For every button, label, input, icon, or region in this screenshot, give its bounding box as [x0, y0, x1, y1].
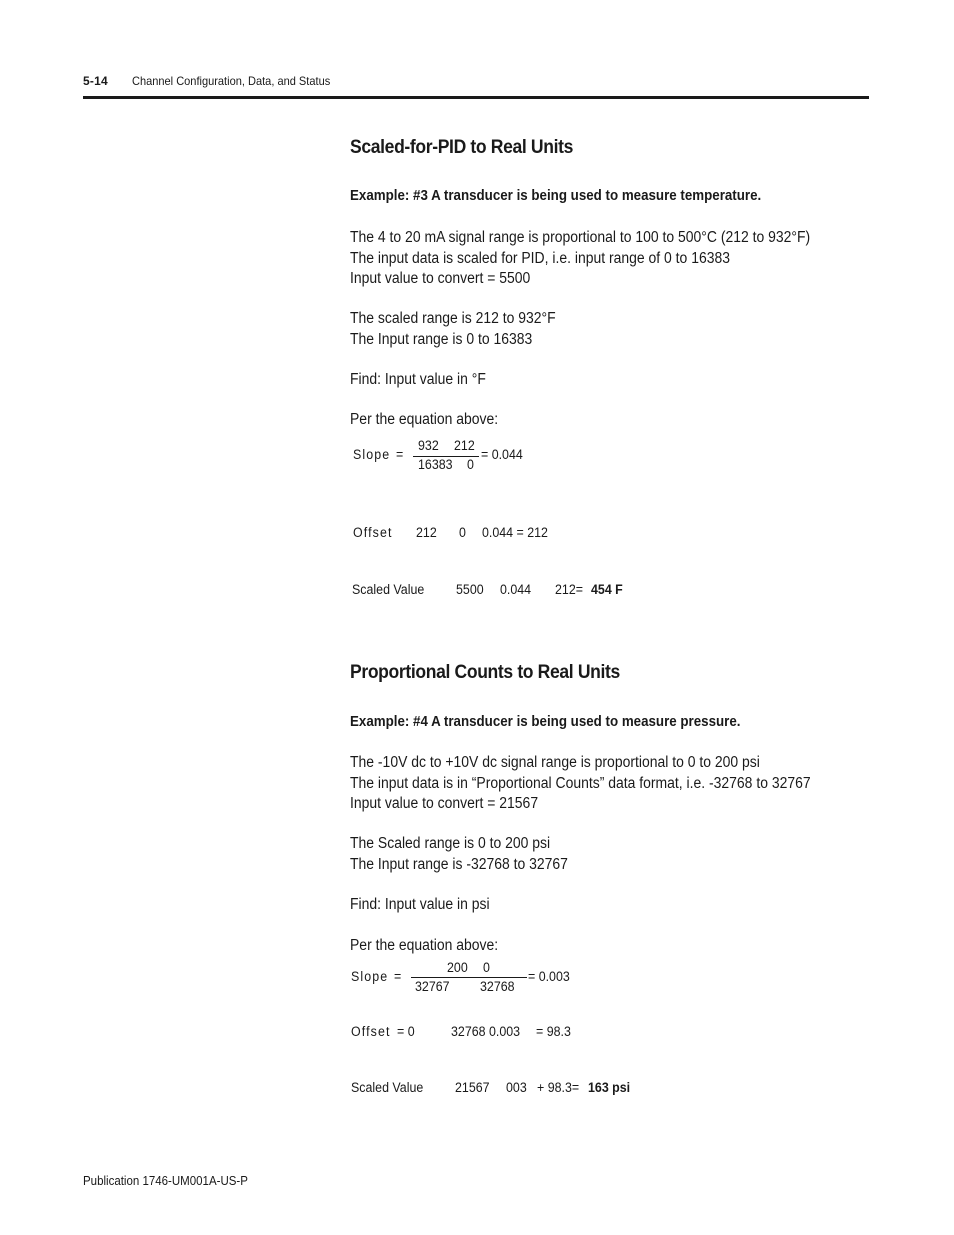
example-3-find: Find: Input value in °F	[350, 371, 486, 388]
text-line: The Input range is -32768 to 32767	[350, 855, 568, 873]
chapter-title: Channel Configuration, Data, and Status	[132, 74, 331, 88]
text-line: The Scaled range is 0 to 200 psi	[350, 835, 551, 852]
fraction-bar	[411, 977, 527, 978]
text-line: The Input range is 0 to 16383	[350, 330, 533, 348]
scaled-value-result: 454 F	[591, 582, 623, 597]
slope-label: Slope	[351, 969, 389, 984]
example-3-ranges	[350, 309, 556, 350]
offset-term-b: 0	[459, 525, 466, 540]
scaled-term-a: 5500	[456, 582, 484, 597]
offset-label: Offset	[351, 1024, 391, 1039]
slope-label: Slope	[353, 447, 391, 462]
slope-result: = 0.044	[481, 447, 523, 462]
text-line: The -10V dc to +10V dc signal range is proportional to 0 to 200 psi	[350, 754, 760, 771]
offset-term-a: 212	[416, 525, 437, 540]
scaled-value-label: Scaled Value	[351, 1080, 424, 1095]
page-number: 5-14	[83, 74, 108, 88]
slope-numerator-b: 0	[483, 960, 490, 975]
text-line: The 4 to 20 mA signal range is proportional to 100 to 500°C (212 to 932°F)	[350, 229, 811, 246]
scaled-value-result: 163 psi	[588, 1080, 631, 1095]
scaled-value-label: Scaled Value	[352, 582, 425, 597]
slope-equals: =	[396, 447, 404, 462]
text-line: The input data is in “Proportional Counts” data format, i.e. -32768 to 32767	[350, 774, 811, 792]
header-rule	[83, 96, 869, 99]
slope-denominator-a: 32767	[415, 979, 450, 994]
example-4-title: Example: #4 A transducer is being used to measure pressure.	[350, 714, 741, 730]
slope-denominator-b: 0	[467, 457, 474, 472]
text-line: The input data is scaled for PID, i.e. input range of 0 to 16383	[350, 249, 730, 267]
example-4-find: Find: Input value in psi	[350, 896, 490, 913]
text-line: Input value to convert = 5500	[350, 270, 531, 287]
section-heading-proportional-counts: Proportional Counts to Real Units	[350, 661, 620, 683]
example-4-ranges	[350, 834, 568, 875]
section-heading-scaled-for-pid: Scaled-for-PID to Real Units	[350, 136, 573, 158]
example-4-intro	[350, 753, 811, 815]
text-line: Input value to convert = 21567	[350, 795, 539, 812]
scaled-term-b: 0.044	[500, 582, 532, 597]
slope-numerator-b: 212	[454, 438, 475, 453]
offset-label: Offset	[353, 525, 393, 540]
slope-equals: =	[394, 969, 402, 984]
text-line: The scaled range is 212 to 932°F	[350, 310, 556, 327]
slope-denominator-b: 32768	[480, 979, 515, 994]
offset-term-a: 32768 0.003	[451, 1024, 521, 1039]
scaled-term-c: + 98.3=	[537, 1080, 580, 1095]
offset-result: 0.044 = 212	[482, 525, 548, 540]
example-4-equation-intro: Per the equation above:	[350, 937, 499, 954]
slope-result: = 0.003	[528, 969, 570, 984]
scaled-term-b: 003	[506, 1080, 527, 1095]
example-3-title: Example: #3 A transducer is being used to measure temperature.	[350, 188, 762, 204]
slope-denominator-a: 16383	[418, 457, 453, 472]
scaled-term-a: 21567	[455, 1080, 490, 1095]
slope-numerator-a: 932	[418, 438, 439, 453]
offset-result: = 98.3	[536, 1024, 571, 1039]
scaled-term-c: 212=	[555, 582, 583, 597]
slope-numerator-a: 200	[447, 960, 468, 975]
offset-equals: = 0	[397, 1024, 415, 1039]
publication-number: Publication 1746-UM001A-US-P	[83, 1174, 248, 1188]
example-3-equation-intro: Per the equation above:	[350, 411, 499, 428]
example-3-intro	[350, 228, 810, 290]
